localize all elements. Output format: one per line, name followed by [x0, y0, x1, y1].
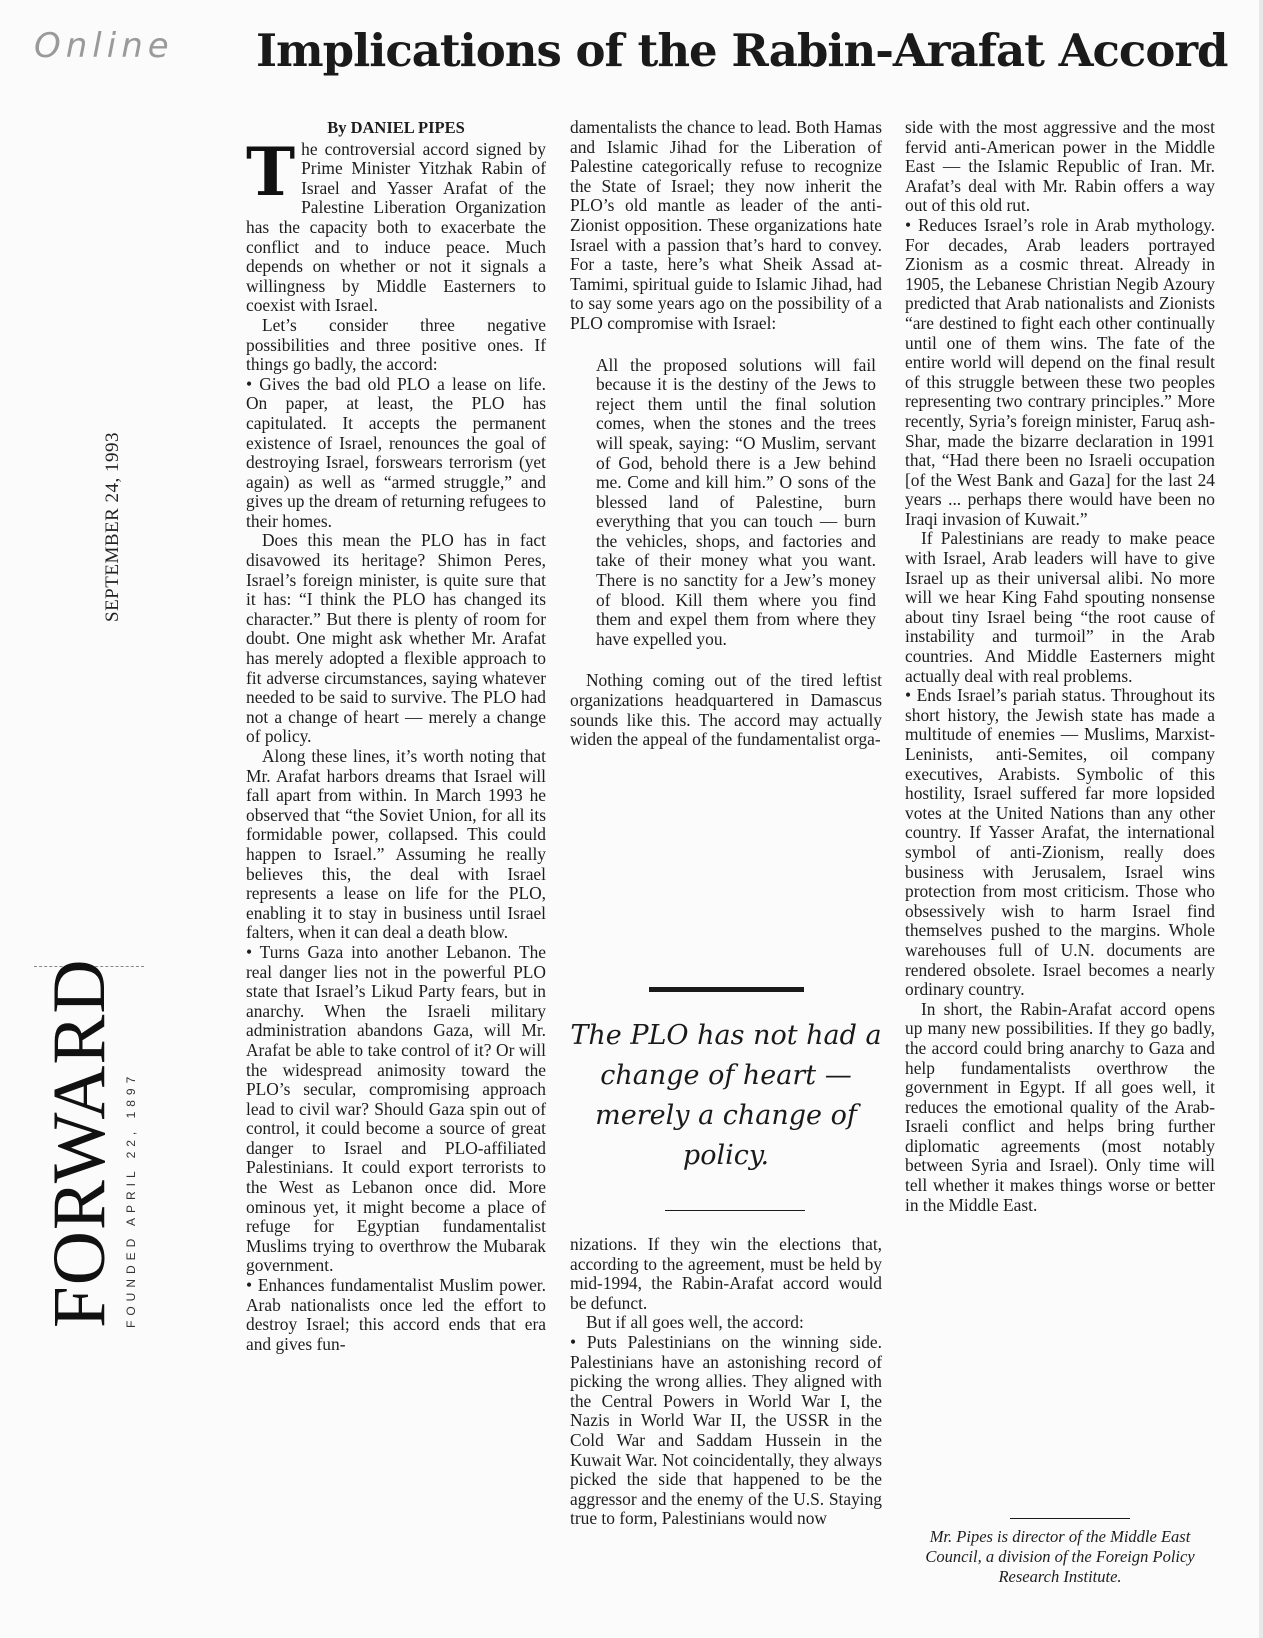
author-note-rule — [1010, 1518, 1130, 1519]
headline: Implications of the Rabin-Arafat Accord — [256, 24, 1228, 77]
masthead — [40, 958, 138, 1328]
paragraph: damentalists the chance to lead. Both Hamas and Islamic Jihad for the Liberation of Palestine categorically refuse to recognize the State of Israel; they now inherit the PLO’s old mantle as leader of the anti-Zionist opposition. These organizations hate Israel with a passion that’s hard to convey. For a taste, here’s what Sheik Assad at-Tamimi, spiritual guide to Islamic Jihad, had to say some years ago on the possibility of a PLO compromise with Israel: — [570, 117, 882, 333]
paragraph: In short, the Rabin-Arafat accord opens up many new possibilities. If they go badly, the accord could bring anarchy to Gaza and help fundamentalists overthrow the government in Egypt. If all goes well, it reduces the emotional quality of the Arab-Israeli conflict and helps bring further diplomatic agreements (most notably between Syria and Israel). Only time will tell whether it makes things worse or better in the Middle East. — [905, 998, 1215, 1215]
paragraph: But if all goes well, the accord: — [586, 1312, 804, 1333]
article-column-1 — [246, 118, 546, 1354]
paragraph: side with the most aggressive and the most fervid anti-American power in the Middle East — the Islamic Republic of Iran. Mr. Arafat’s deal with Mr. Rabin offers a way out of this old rut. — [905, 117, 1215, 216]
masthead-name: FORWARD — [38, 958, 121, 1328]
bullet-paragraph: • Enhances fundamentalist Muslim power. Arab nationalists once led the effort to destroy Israel; this accord ends that era and gives fun- — [246, 1275, 546, 1354]
block-quote: All the proposed solutions will fail because it is the destiny of the Jews to reject them until the final solution comes, when the stones and the trees will speak, saying: “O Muslim, servant of God, behold there is a Jew behind me. Come and kill him.” O sons of the blessed land of Palestine, burn everything that you can touch — burn the vehicles, shops, and factories and take of their money what you want. There is no sanctity for a Jew’s money of blood. Kill them where you find them and expel them from where they have expelled you. — [596, 354, 876, 649]
masthead-founded: FOUNDED APRIL 22, 1897 — [124, 1071, 138, 1328]
paragraph: Along these lines, it’s worth noting that Mr. Arafat harbors dreams that Israel will fall apart from within. In March 1993 he observed that “the Soviet Union, for all its formidable power, collapsed. This could happen to Israel.” Assuming he really believes this, the deal with Israel represents a lease on life for the PLO, enabling it to stay in business until Israel falters, when it can deal a death blow. — [246, 746, 546, 943]
pull-quote: The PLO has not had a change of heart — merely a change of policy. — [570, 1020, 882, 1171]
article-column-3 — [905, 118, 1215, 1215]
byline: By DANIEL PIPES — [327, 118, 465, 137]
publication-date: SEPTEMBER 24, 1993 — [102, 431, 123, 622]
pullquote-rule-top — [649, 987, 804, 992]
author-note: Mr. Pipes is director of the Middle East Council, a division of the Foreign Policy Research Institute. — [925, 1527, 1195, 1586]
bullet-paragraph: • Puts Palestinians on the winning side. Palestinians have an astonishing record of picking the wrong allies. They aligned with the Central Powers in World War I, the Nazis in World War II, the USSR in the Cold War and Saddam Hussein in the Kuwait War. Not coincidentally, they always picked the side that happened to be the aggressor and the enemy of the U.S. Staying true to form, Palestinians would now — [570, 1331, 882, 1529]
drop-cap: T — [246, 132, 296, 211]
bullet-paragraph: • Reduces Israel’s role in Arab mythology. For decades, Arab leaders portrayed Zionism as a cosmic threat. Already in 1905, the Lebanese Christian Negib Azoury predicted that Arab nationalists and Zionists “are destined to fight each other continually until one of them wins. The fate of the entire world will depend on the final result of this struggle between these two peoples representing two contrary principles.” More recently, Syria’s foreign minister, Faruq ash-Shar, made the bizarre declaration in 1991 that, “Had there been no Israeli occupation [of the West Bank and Gaza] for the last 24 years ... perhaps there would have been no Iraqi invasion of Kuwait.” — [905, 214, 1215, 529]
paragraph: If Palestinians are ready to make peace with Israel, Arab leaders will have to give Israel up as their universal alibi. No more will we hear King Fahd spouting nonsense about tiny Israel being “the root cause of instability and turmoil” in the Arab countries. And Middle Easterners might actually deal with real problems. — [905, 528, 1215, 686]
paragraph: nizations. If they win the elections that, according to the agreement, must be held by mid-1994, the Rabin-Arafat accord would be defunct. — [570, 1234, 882, 1313]
bullet-paragraph: • Gives the bad old PLO a lease on life. On paper, at least, the PLO has capitulated. It accepts the permanent existence of Israel, renounces the goal of destroying Israel, forswears terrorism (yet again) as well as “armed struggle,” and gives up the dream of returning refugees to their homes. — [246, 373, 546, 531]
paragraph: Does this mean the PLO has in fact disavowed its heritage? Shimon Peres, Israel’s foreign minister, is quite sure that it has: “I think the PLO has changed its character.” But there is plenty of room for doubt. One might ask whether Mr. Arafat has merely adopted a flexible approach to fit adverse circumstances, saying whatever needed to be said to survive. The PLO had not a change of heart — merely a change of policy. — [246, 530, 546, 747]
scan-edge — [1259, 0, 1263, 1638]
lead-paragraph — [246, 132, 546, 316]
paragraph: Nothing coming out of the tired leftist organizations headquartered in Damascus sounds like this. The accord may actually widen the appeal of the fundamentalist orga- — [570, 670, 882, 750]
handwritten-annotation: Online — [34, 26, 174, 66]
bullet-paragraph: • Ends Israel’s pariah status. Throughout its short history, the Jewish state has made a multitude of enemies — Muslims, Marxist-Leninists, anti-Semites, oil company executives, Arabists. Symbolic of this hostility, Israel suffered far more lopsided votes at the United Nations than any other country. If Yasser Arafat, the international symbol of anti-Zionism, really does business with Jerusalem, Israel wins protection from most criticism. Those who obsessively wish to harm Israel find themselves pushed to the margins. Whole warehouses full of U.N. documents are rendered obsolete. Israel becomes a nearly ordinary country. — [905, 685, 1215, 1000]
bullet-paragraph: • Turns Gaza into another Lebanon. The real danger lies not in the powerful PLO state that Israel’s Likud Party fears, but in anarchy. When the Israeli military administration abandons Gaza, will Mr. Arafat be able to take control of it? Or will the widespread animosity toward the PLO’s secular, compromising approach lead to civil war? Should Gaza spin out of control, it could become a source of great danger to Israel and PLO-affiliated Palestinians. It could export terrorists to the West as Lebanon once did. More ominous yet, it might become a place of refuge for Egyptian fundamentalist Muslims trying to overthrow the Mubarak government. — [246, 941, 546, 1276]
paragraph: Let’s consider three negative possibilities and three positive ones. If things go badly, the accord: — [246, 314, 546, 375]
article-column-2-continued — [570, 1235, 882, 1529]
lead-text: he controversial accord signed by Prime Minister Yitzhak Rabin of Israel and Yasser Arafat of the Palestine Liberation Organization has the capacity both to exacerbate the conflict and to induce peace. Much depends on whether or not it signals a willingness by Middle Easterners to coexist with Israel. — [246, 138, 546, 316]
pullquote-rule-bottom — [665, 1210, 805, 1211]
article-column-2 — [570, 118, 882, 750]
